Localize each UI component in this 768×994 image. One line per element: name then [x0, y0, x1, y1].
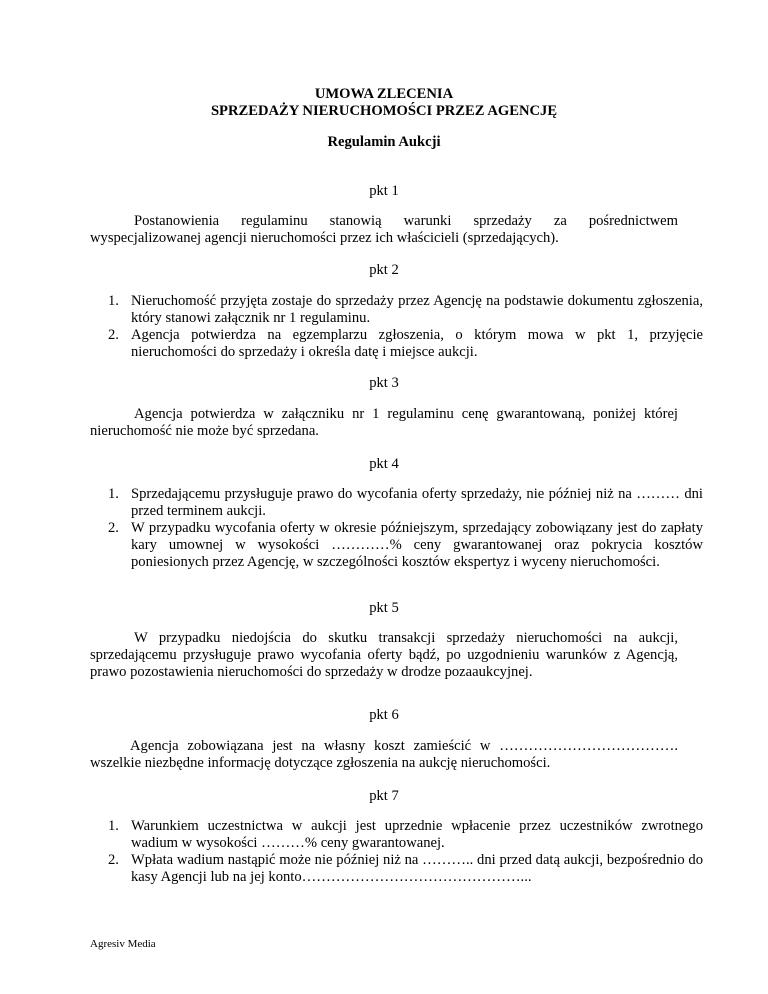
document-title-line-2: SPRZEDAŻY NIERUCHOMOŚCI PRZEZ AGENCJĘ [210, 103, 558, 119]
section-heading-6: pkt 6 [369, 707, 399, 723]
section-2-item-1: Nieruchomość przyjęta zostaje do sprzedaży przez Agencję na podstawie dokumentu zgłoszenia, który stanowi załącznik nr 1 regulaminu. [131, 293, 703, 326]
document-title [0, 86, 768, 120]
section-4-item-2: W przypadku wycofania oferty w okresie późniejszym, sprzedający zobowiązany jest do zapłaty kary umownej w wysokości …………% ceny gwarantowanej oraz pokrycia kosztów poniesionych przez Agencję, w szczególności kosztów ekspertyz i wyceny nieruchomości. [131, 520, 703, 570]
section-3-text: Agencja potwierdza w załączniku nr 1 regulaminu cenę gwarantowaną, poniżej której nieruchomość nie może być sprzedana. [90, 406, 678, 439]
section-heading-1: pkt 1 [369, 183, 399, 199]
section-7-item-1: Warunkiem uczestnictwa w aukcji jest uprzednie wpłacenie przez uczestników zwrotnego wadium w wysokości ………% ceny gwarantowanej. [131, 818, 703, 851]
section-4-item-1: Sprzedającemu przysługuje prawo do wycofania oferty sprzedaży, nie później niż na ……… dni przed terminem aukcji. [131, 486, 703, 519]
section-6-text: Agencja zobowiązana jest na własny koszt zamieścić w ………………………………. wszelkie niezbędne informację dotyczące zgłoszenia na aukcję nieruchomości. [90, 738, 678, 771]
section-heading-4: pkt 4 [369, 456, 399, 472]
section-5-text: W przypadku niedojścia do skutku transakcji sprzedaży nieruchomości na aukcji, sprzedającemu przysługuje prawo wycofania oferty bądź, po uzgodnieniu warunków z Agencją, prawo pozostawienia nieruchomości do sprzedaży w drodze pozaaukcyjnej. [90, 630, 678, 680]
section-heading-2: pkt 2 [369, 262, 399, 278]
section-heading-5: pkt 5 [369, 600, 399, 616]
document-title-line-1: UMOWA ZLECENIA [314, 86, 454, 102]
section-7-list [108, 818, 703, 886]
section-4-list [108, 486, 703, 571]
document-subtitle: Regulamin Aukcji [327, 134, 441, 150]
section-heading-7: pkt 7 [369, 788, 399, 804]
section-1-text: Postanowienia regulaminu stanowią warunki sprzedaży za pośrednictwem wyspecjalizowanej agencji nieruchomości przez ich właścicieli (sprzedających). [90, 213, 678, 246]
section-2-item-2: Agencja potwierdza na egzemplarzu zgłoszenia, o którym mowa w pkt 1, przyjęcie nieruchomości do sprzedaży i określa datę i miejsce aukcji. [131, 327, 703, 360]
section-heading-3: pkt 3 [369, 375, 399, 391]
section-2-list [108, 293, 703, 361]
section-7-item-2: Wpłata wadium nastąpić może nie później niż na ……….. dni przed datą aukcji, bezpośrednio do kasy Agencji lub na jej konto………………………………………... [131, 852, 703, 885]
page-footer: Agresiv Media [90, 938, 156, 950]
